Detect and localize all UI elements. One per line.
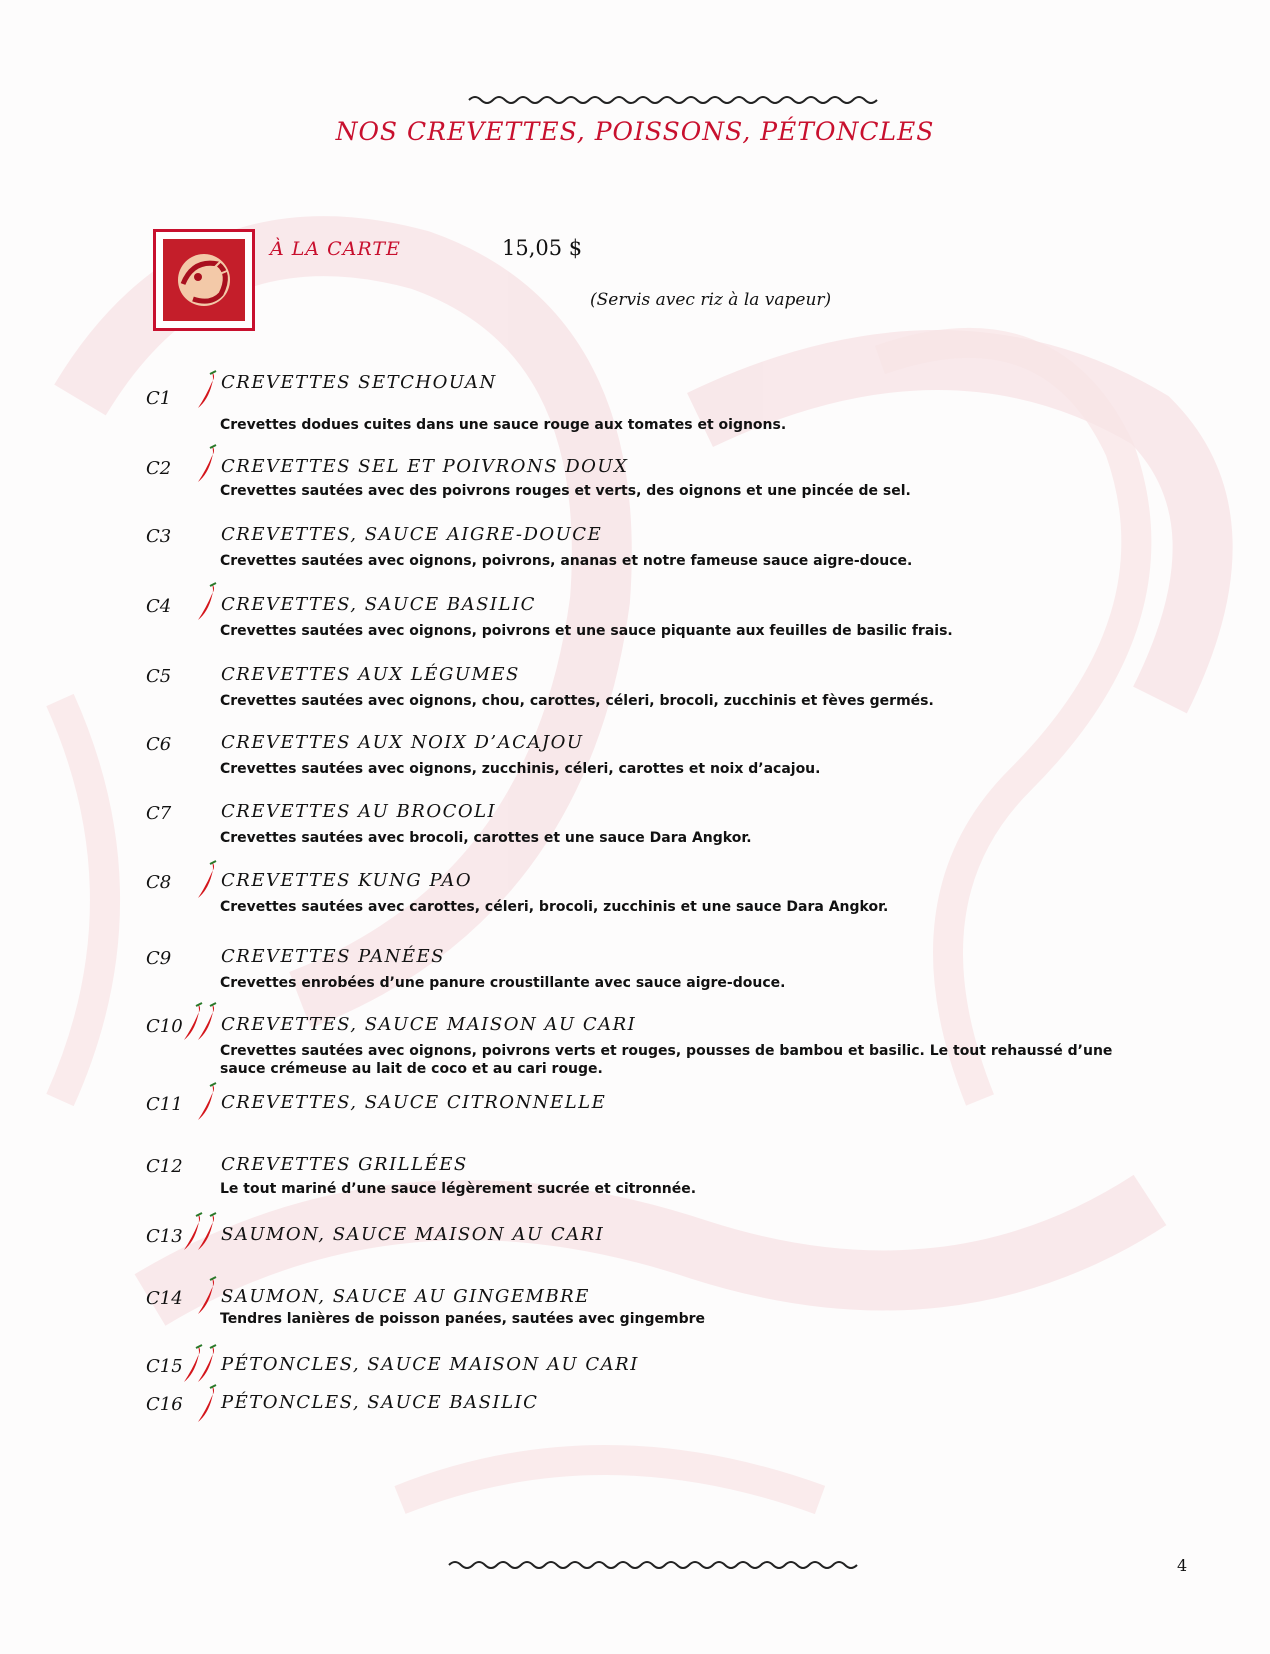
item-code: C8 — [146, 872, 172, 893]
item-code: C5 — [146, 666, 172, 687]
item-description: Crevettes sautées avec oignons, chou, carottes, céleri, brocoli, zucchinis et fèves germés. — [220, 693, 934, 709]
item-code: C12 — [146, 1156, 183, 1177]
item-name: SAUMON, SAUCE MAISON AU CARI — [221, 1224, 605, 1245]
item-description: Crevettes sautées avec oignons, zucchinis, céleri, carottes et noix d’acajou. — [220, 761, 821, 777]
a-la-carte-price: 15,05 $ — [502, 236, 583, 260]
item-name: PÉTONCLES, SAUCE MAISON AU CARI — [221, 1354, 639, 1375]
a-la-carte-label: À LA CARTE — [270, 238, 401, 260]
item-code: C1 — [146, 388, 172, 409]
item-code: C2 — [146, 458, 172, 479]
item-code: C10 — [146, 1016, 183, 1037]
chili-pepper-icon — [180, 1212, 222, 1252]
item-code: C7 — [146, 803, 172, 824]
item-name: CREVETTES, SAUCE BASILIC — [221, 594, 536, 615]
item-name: CREVETTES PANÉES — [221, 946, 445, 967]
item-description: Crevettes sautées avec carottes, céleri, brocoli, zucchinis et une sauce Dara Angkor. — [220, 899, 889, 915]
item-name: CREVETTES AUX LÉGUMES — [221, 664, 520, 685]
item-code: C11 — [146, 1094, 183, 1115]
item-name: CREVETTES SEL ET POIVRONS DOUX — [221, 456, 629, 477]
item-name: CREVETTES AUX NOIX D’ACAJOU — [221, 732, 584, 753]
chili-pepper-icon — [180, 1002, 222, 1042]
chili-pepper-icon — [180, 1344, 222, 1384]
bottom-border-ornament — [445, 1558, 865, 1572]
page-number: 4 — [1177, 1556, 1188, 1575]
item-description: Crevettes sautées avec oignons, poivrons et une sauce piquante aux feuilles de basilic frais. — [220, 623, 953, 639]
item-description: Crevettes sautées avec oignons, poivrons verts et rouges, pousses de bambou et basilic. Le tout rehaussé d’une sauce crémeuse au lait de coco et au cari rouge. — [220, 1043, 1113, 1077]
page-title: NOS CREVETTES, POISSONS, PÉTONCLES — [335, 117, 935, 146]
item-name: CREVETTES GRILLÉES — [221, 1154, 468, 1175]
item-description: Crevettes dodues cuites dans une sauce rouge aux tomates et oignons. — [220, 417, 787, 433]
item-name: CREVETTES, SAUCE MAISON AU CARI — [221, 1014, 637, 1035]
item-code: C9 — [146, 948, 172, 969]
item-description: Crevettes enrobées d’une panure croustillante avec sauce aigre-douce. — [220, 975, 786, 991]
item-description: Le tout mariné d’une sauce légèrement sucrée et citronnée. — [220, 1181, 697, 1197]
item-description: Crevettes sautées avec brocoli, carottes et une sauce Dara Angkor. — [220, 830, 752, 846]
item-name: CREVETTES, SAUCE CITRONNELLE — [221, 1092, 607, 1113]
item-code: C6 — [146, 734, 172, 755]
served-with-note: (Servis avec riz à la vapeur) — [590, 290, 832, 310]
item-name: CREVETTES SETCHOUAN — [221, 372, 497, 393]
shrimp-logo-icon — [153, 229, 255, 331]
item-code: C13 — [146, 1226, 183, 1247]
item-code: C16 — [146, 1394, 183, 1415]
item-name: SAUMON, SAUCE AU GINGEMBRE — [221, 1286, 590, 1307]
top-border-ornament — [465, 93, 885, 107]
item-code: C15 — [146, 1356, 183, 1377]
item-code: C3 — [146, 526, 172, 547]
item-name: CREVETTES KUNG PAO — [221, 870, 473, 891]
item-name: CREVETTES, SAUCE AIGRE-DOUCE — [221, 524, 603, 545]
item-name: CREVETTES AU BROCOLI — [221, 801, 497, 822]
item-code: C14 — [146, 1288, 183, 1309]
item-description: Crevettes sautées avec des poivrons rouges et verts, des oignons et une pincée de sel. — [220, 483, 911, 499]
item-description: Crevettes sautées avec oignons, poivrons, ananas et notre fameuse sauce aigre-douce. — [220, 553, 913, 569]
item-code: C4 — [146, 596, 172, 617]
item-description: Tendres lanières de poisson panées, sautées avec gingembre — [220, 1311, 705, 1327]
item-name: PÉTONCLES, SAUCE BASILIC — [221, 1392, 539, 1413]
